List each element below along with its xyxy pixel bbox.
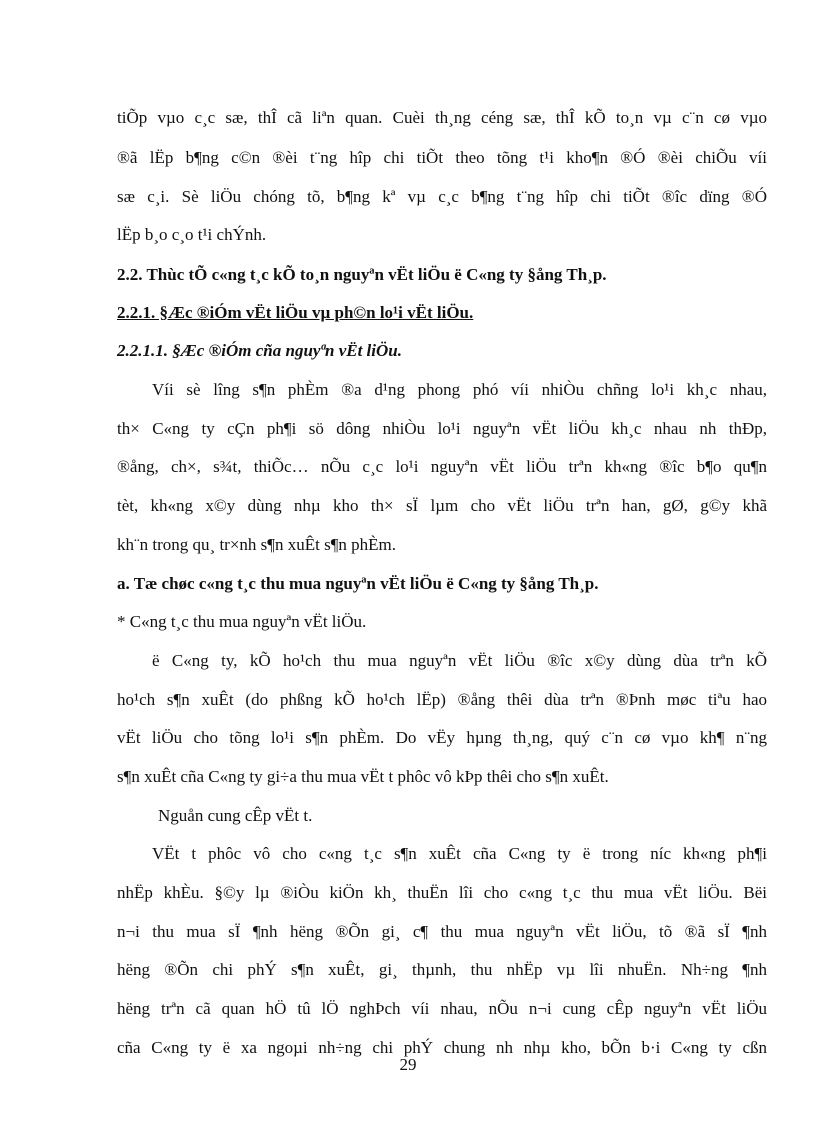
section-heading: 2.2. Thùc tÕ c«ng t¸c kÕ to¸n nguyªn vËt liÖu ë C«ng ty §ång Th¸p. xyxy=(117,265,607,284)
paragraph-line: Víi sè lîng s¶n phÈm ®a d¹ng phong phó víi nhiÒu chñng lo¹i kh¸c nhau, xyxy=(152,380,767,399)
paragraph-line: VËt t phôc vô cho c«ng t¸c s¶n xuÊt cña C«ng ty ë trong níc kh«ng ph¶i xyxy=(152,844,767,863)
paragraph-line: hëng ®Õn chi phÝ s¶n xuÊt, gi¸ thµnh, thu nhËp vµ lîi nhuËn. Nh÷ng ¶nh xyxy=(117,960,767,979)
paragraph-line: sæ c¸i. Sè liÖu chóng tõ, b¶ng kª vµ c¸c b¶ng t¨ng hîp chi tiÕt ®îc dïng ®Ó xyxy=(117,187,767,206)
paragraph-line: vËt liÖu cho tõng lo¹i s¶n phÈm. Do vËy hµng th¸ng, quý c¨n cø vµo kh¶ n¨ng xyxy=(117,728,767,747)
paragraph-line: nhËp khÈu. §©y lµ ®iÒu kiÖn kh¸ thuËn lîi cho c«ng t¸c thu mua vËt liÖu. Bëi xyxy=(117,883,767,902)
subsection-heading: 2.2.1. §Æc ®iÓm vËt liÖu vµ ph©n lo¹i vËt liÖu. xyxy=(117,303,474,322)
paragraph-line: tèt, kh«ng x©y dùng nhµ kho th× sÏ lµm cho vËt liÖu trªn han, gØ, g©y khã xyxy=(117,496,767,515)
paragraph-line: kh¨n trong qu¸ tr×nh s¶n xuÊt s¶n phÈm. xyxy=(117,535,397,554)
paragraph-line: ë C«ng ty, kÕ ho¹ch thu mua nguyªn vËt liÖu ®îc x©y dùng dùa trªn kÕ xyxy=(152,651,767,670)
paragraph-line: th× C«ng ty cÇn ph¶i sö dông nhiÒu lo¹i nguyªn vËt liÖu kh¸c nhau nh thÐp, xyxy=(117,419,767,438)
paragraph-line: tiÕp vµo c¸c sæ, thÎ cã liªn quan. Cuèi th¸ng céng sæ, thÎ kÕ to¸n vµ c¨n cø vµo xyxy=(117,108,767,127)
paragraph-line: ®ã lËp b¶ng c©n ®èi t¨ng hîp chi tiÕt theo tõng t¹i kho¶n ®Ó ®èi chiÕu víi xyxy=(117,148,767,167)
item-heading: a. Tæ chøc c«ng t¸c thu mua nguyªn vËt liÖu ë C«ng ty §ång Th¸p. xyxy=(117,574,599,593)
paragraph-line: lËp b¸o c¸o t¹i chÝnh. xyxy=(117,225,267,244)
bullet-line: * C«ng t¸c thu mua nguyªn vËt liÖu. xyxy=(117,612,367,631)
paragraph-line: hëng trªn cã quan hÖ tû lÖ nghÞch víi nhau, nÕu n¬i cung cÊp nguyªn vËt liÖu xyxy=(117,999,767,1018)
paragraph-line: Nguån cung cÊp vËt t. xyxy=(158,806,313,825)
paragraph-line: ho¹ch s¶n xuÊt (do phßng kÕ ho¹ch lËp) ®ång thêi dùa trªn ®Þnh møc tiªu hao xyxy=(117,690,767,709)
paragraph-line: ®ång, ch×, s¾t, thiÕc… nÕu c¸c lo¹i nguyªn vËt liÖu trªn kh«ng ®îc b¶o qu¶n xyxy=(117,457,767,476)
page-number: 29 xyxy=(399,1055,417,1074)
paragraph-line: s¶n xuÊt cña C«ng ty gi÷a thu mua vËt t phôc vô kÞp thêi cho s¶n xuÊt. xyxy=(117,767,609,786)
paragraph-line: n¬i thu mua sÏ ¶nh hëng ®Õn gi¸ c¶ thu mua nguyªn vËt liÖu, tõ ®ã sÏ ¶nh xyxy=(117,922,767,941)
paragraph-line: cña C«ng ty ë xa ngoµi nh÷ng chi phÝ chung nh nhµ kho, bÕn b·i C«ng ty cßn xyxy=(117,1038,767,1057)
subsubsection-heading: 2.2.1.1. §Æc ®iÓm cña nguyªn vËt liÖu. xyxy=(117,341,402,360)
